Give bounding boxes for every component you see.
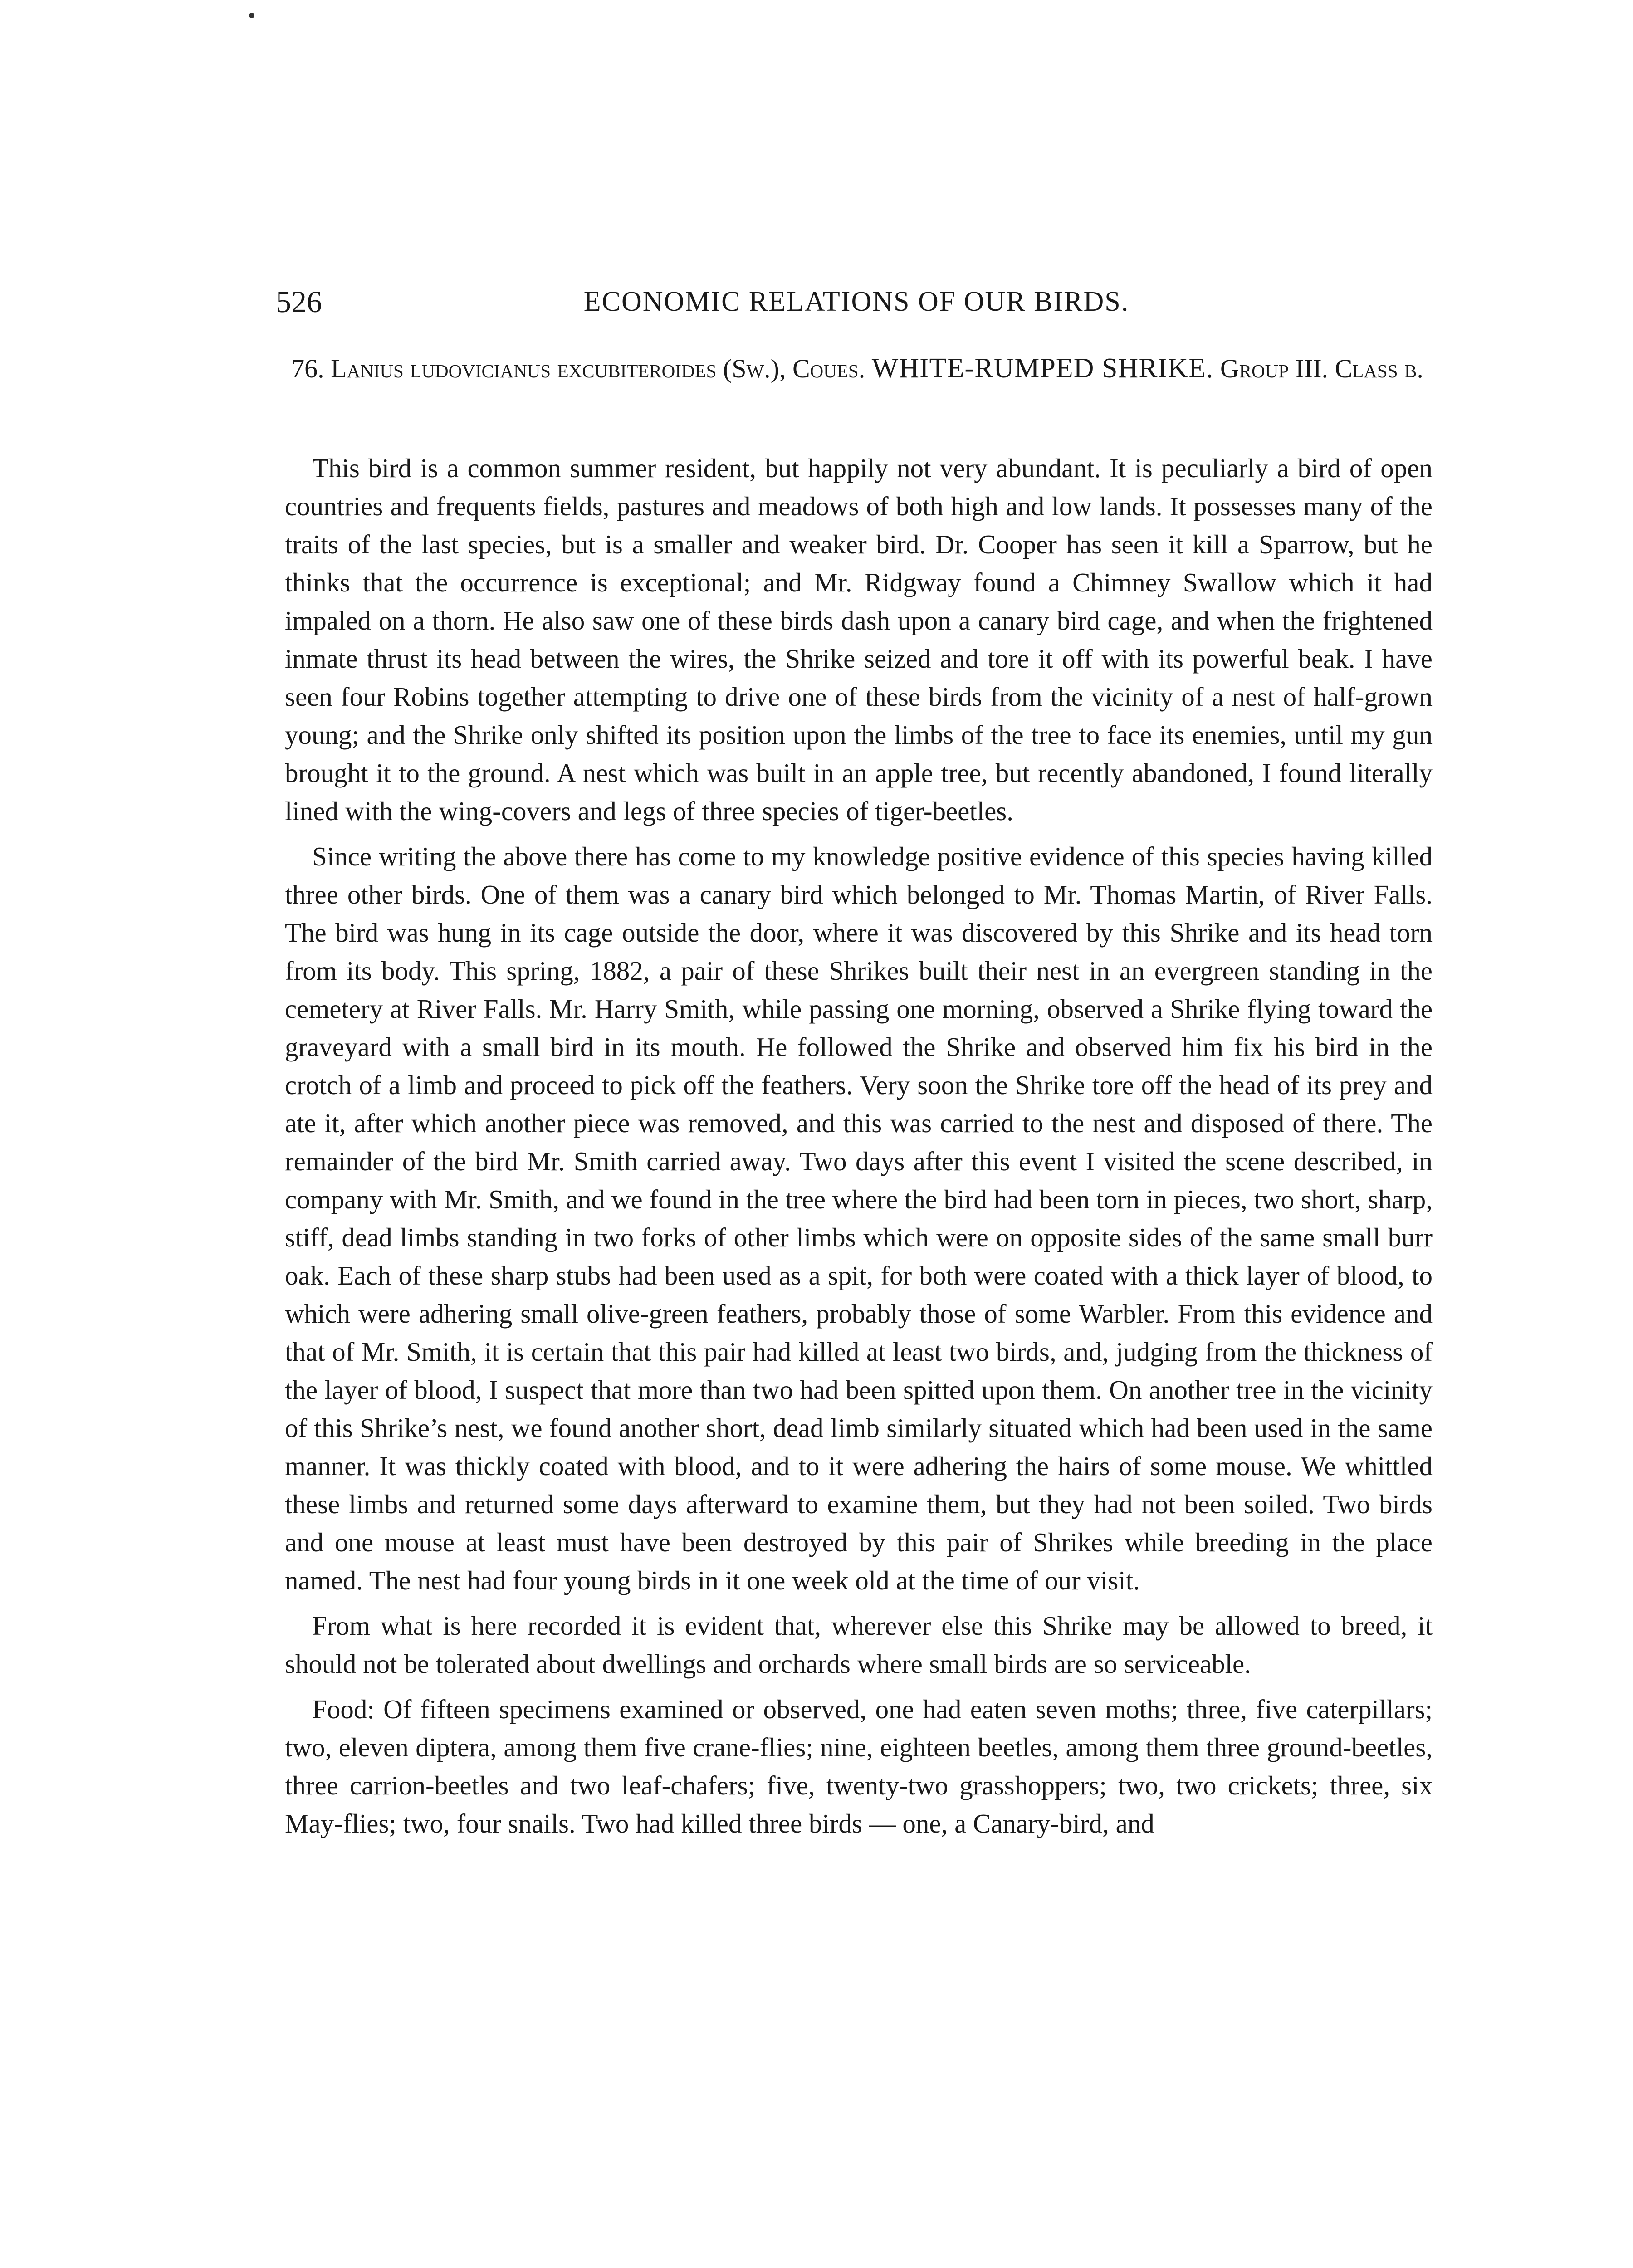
- species-group: Group III.: [1220, 354, 1329, 383]
- species-authority: (Sw.), Coues.: [723, 354, 865, 383]
- page-number: 526: [276, 284, 322, 319]
- paragraph: This bird is a common summer resident, but happily not very abundant. It is peculiarly a bird of open countries and frequents fields, pastures and meadows of both high and low lands. It possesses many of the traits of the last species, but is a smaller and weaker bird. Dr. Cooper has seen it kill a Sparrow, but he thinks that the occurrence is exceptional; and Mr. Ridgway found a Chimney Swallow which it had impaled on a thorn. He also saw one of these birds dash upon a canary bird cage, and when the frightened inmate thrust its head between the wires, the Shrike seized and tore it off with its powerful beak. I have seen four Robins together attempting to drive one of these birds from the vicinity of a nest of half-grown young; and the Shrike only shifted its position upon the limbs of the tree to face its enemies, until my gun brought it to the ground. A nest which was built in an apple tree, but recently abandoned, I found literally lined with the wing-covers and legs of three species of tiger-beetles.: [285, 453, 1433, 826]
- paragraph: Food: Of fifteen specimens examined or observed, one had eaten seven moths; three, five caterpillars; two, eleven diptera, among them five crane-flies; nine, eighteen beetles, among them three ground-beetles, three carrion-beetles and two leaf-chafers; five, twenty-two grasshoppers; two, two crickets; three, six May-flies; two, four snails. Two had killed three birds — one, a Canary-bird, and: [285, 1694, 1433, 1838]
- scientific-name: Lanius ludovicianus excubiteroides: [331, 354, 717, 383]
- print-speck: [249, 13, 254, 18]
- body-text: [285, 449, 1433, 1850]
- running-title: ECONOMIC RELATIONS OF OUR BIRDS.: [583, 286, 1129, 317]
- page-header: [276, 281, 1437, 322]
- species-heading: [281, 349, 1433, 388]
- paragraph: Since writing the above there has come to my knowledge positive evidence of this species having killed three other birds. One of them was a canary bird which belonged to Mr. Thomas Martin, of River Falls. The bird was hung in its cage outside the door, where it was discovered by this Shrike and its head torn from its body. This spring, 1882, a pair of these Shrikes built their nest in an evergreen standing in the cemetery at River Falls. Mr. Harry Smith, while passing one morning, observed a Shrike flying toward the graveyard with a small bird in its mouth. He followed the Shrike and observed him fix his bird in the crotch of a limb and proceed to pick off the feathers. Very soon the Shrike tore off the head of its prey and ate it, after which another piece was removed, and this was carried to the nest and disposed of there. The remainder of the bird Mr. Smith carried away. Two days after this event I visited the scene described, in company with Mr. Smith, and we found in the tree where the bird had been torn in pieces, two short, sharp, stiff, dead limbs standing in two forks of other limbs which were on opposite sides of the same small burr oak. Each of these sharp stubs had been used as a spit, for both were coated with a thick layer of blood, to which were adhering small olive-green feathers, probably those of some Warbler. From this evidence and that of Mr. Smith, it is certain that this pair had killed at least two birds, and, judging from the thickness of the layer of blood, I suspect that more than two had been spitted upon them. On another tree in the vicinity of this Shrike’s nest, we found another short, dead limb similarly situated which had been used in the same manner. It was thickly coated with blood, and to it were adhering the hairs of some mouse. We whittled these limbs and returned some days afterward to examine them, but they had not been soiled. Two birds and one mouse at least must have been destroyed by this pair of Shrikes while breeding in the place named. The nest had four young birds in it one week old at the time of our visit.: [285, 841, 1433, 1595]
- species-class: Class b.: [1335, 354, 1423, 383]
- paragraph: From what is here recorded it is evident that, wherever else this Shrike may be allowed to breed, it should not be tolerated about dwellings and orchards where small birds are so serviceable.: [285, 1611, 1433, 1679]
- species-number: 76.: [291, 354, 324, 383]
- common-name: WHITE-RUMPED SHRIKE.: [871, 353, 1214, 384]
